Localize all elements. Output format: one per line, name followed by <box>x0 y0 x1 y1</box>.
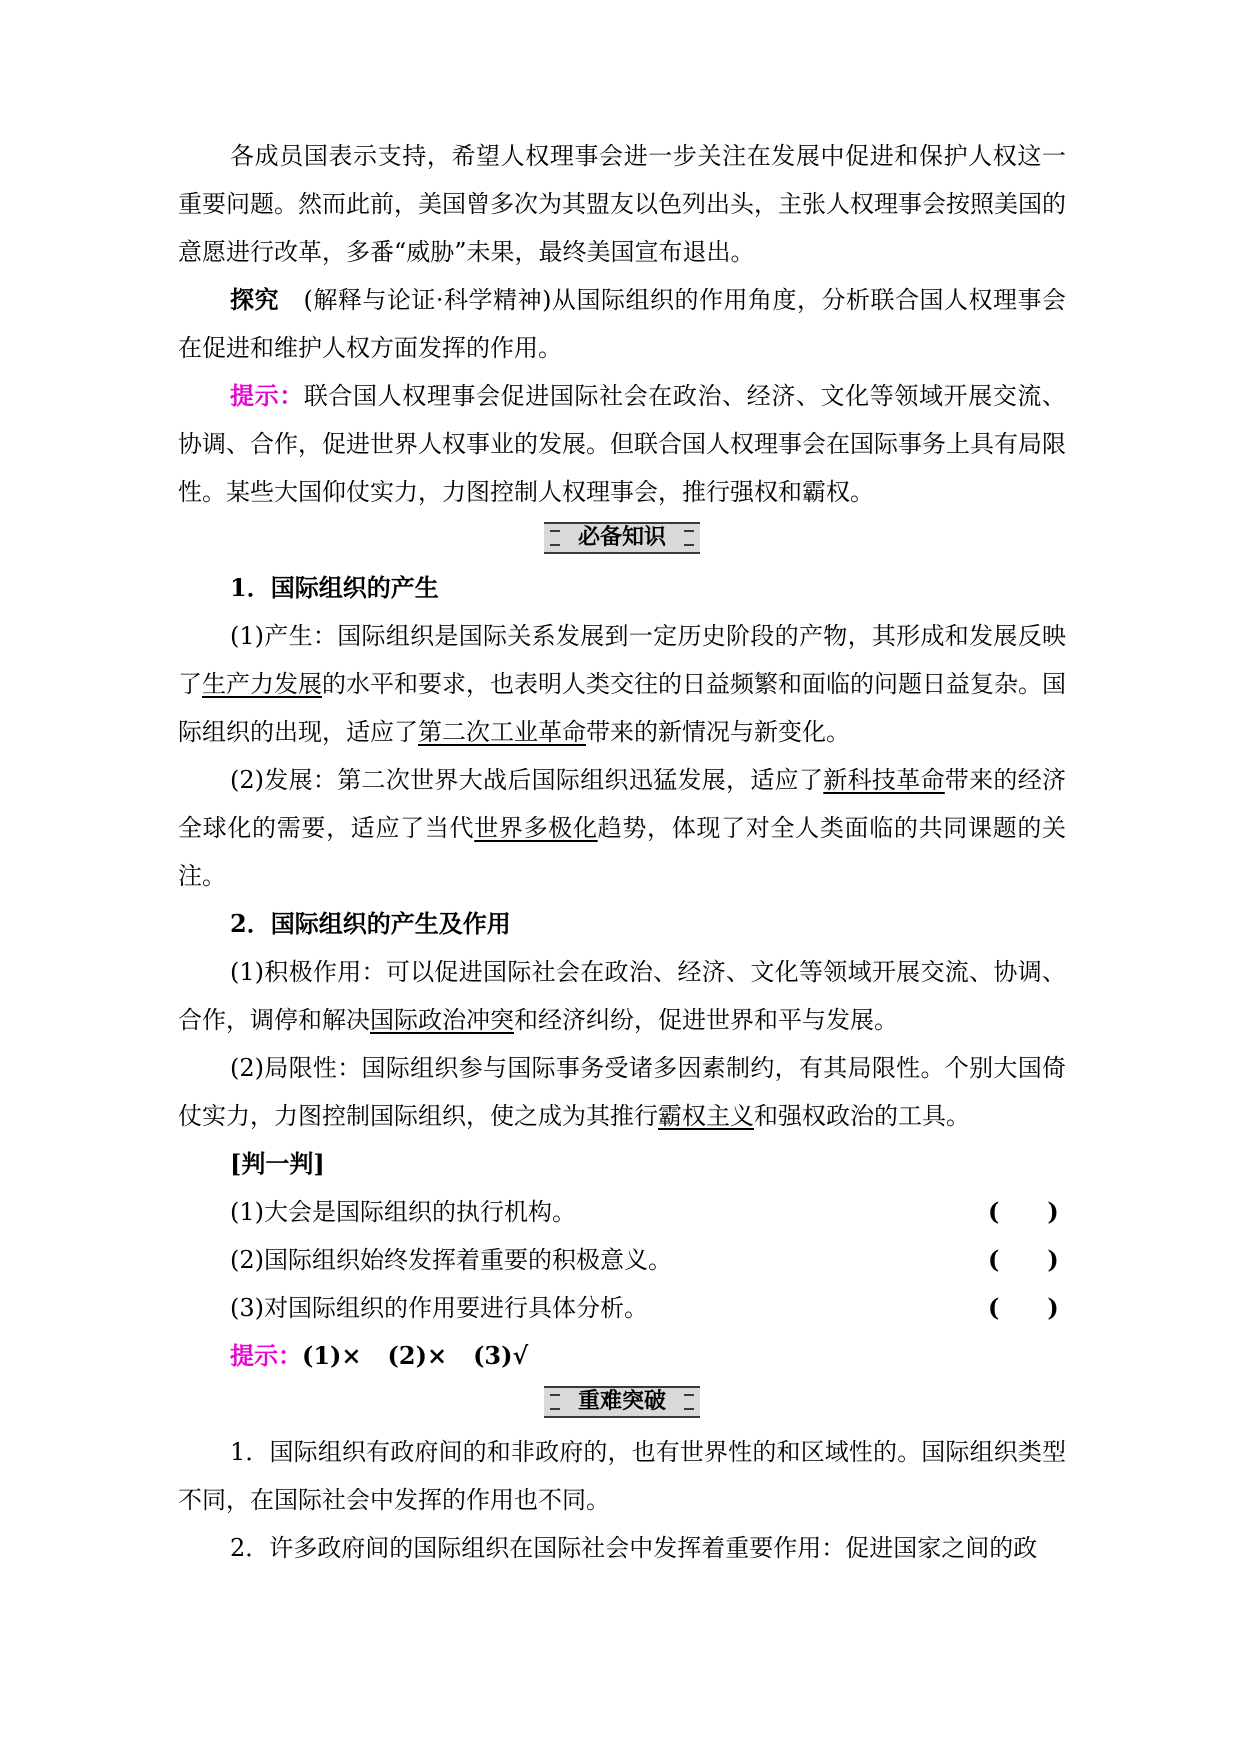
hint-label: 提示： <box>230 381 304 410</box>
text-span: 的水平和要求，也表明人类交往的日益频繁和面临的问题日益复杂。国际组织的出现，适应了 <box>178 670 1066 746</box>
judge-item-2 <box>178 1236 1066 1284</box>
text-span: 带来的经济全球化的需要，适应了当代 <box>178 766 1067 842</box>
text-span: (2)局限性：国际组织参与国际事务受诸多因素制约，有其局限性。个别大国倚仗实力，力图控制国际组织，使之成为其推行 <box>178 1054 1066 1130</box>
judge-item-text: (2)国际组织始终发挥着重要的积极意义。 <box>230 1246 672 1274</box>
text-span: 带来的新情况与新变化。 <box>586 718 850 746</box>
section-heading-1: 1．国际组织的产生 <box>230 573 439 602</box>
breakthrough-paragraph-1: 1．国际组织有政府间的和非政府的，也有世界性的和区域性的。国际组织类型不同，在国际社会中发挥的作用也不同。 <box>178 1438 1066 1514</box>
explore-text: (解释与论证·科学精神)从国际组织的作用角度，分析联合国人权理事会在促进和维护人权方面发挥的作用。 <box>178 286 1067 362</box>
knowledge-paragraph-4 <box>178 1044 1066 1140</box>
explore-label: 探究 <box>230 285 280 314</box>
knowledge-paragraph-2 <box>178 756 1066 900</box>
hint-paragraph <box>178 372 1066 516</box>
answer-blank: ( ) <box>988 1197 1059 1226</box>
judge-item-text: (3)对国际组织的作用要进行具体分析。 <box>230 1294 648 1322</box>
underlined-term: 霸权主义 <box>658 1102 754 1130</box>
answer-1: (1)× <box>302 1341 362 1370</box>
intro-paragraph: 各成员国表示支持，希望人权理事会进一步关注在发展中促进和保护人权这一重要问题。然而此前，美国曾多次为其盟友以色列出头，主张人权理事会按照美国的意愿进行改革，多番“威胁”未果，最终美国宣布退出。 <box>178 142 1066 266</box>
explore-paragraph <box>178 276 1066 372</box>
underlined-term: 生产力发展 <box>202 670 322 698</box>
document-page <box>178 132 1066 1572</box>
text-span: 和强权政治的工具。 <box>754 1102 970 1130</box>
knowledge-paragraph-1 <box>178 612 1066 756</box>
breakthrough-paragraph-2: 2．许多政府间的国际组织在国际社会中发挥着重要作用：促进国家之间的政 <box>230 1534 1038 1562</box>
text-span: 和经济纠纷，促进世界和平与发展。 <box>514 1006 898 1034</box>
underlined-term: 新科技革命 <box>823 766 945 794</box>
underlined-term: 世界多极化 <box>474 814 598 842</box>
judge-item-3 <box>178 1284 1066 1332</box>
section-banner-breakthrough <box>178 1382 1066 1426</box>
text-span: 趋势，体现了对全人类面临的共同课题的关注。 <box>178 814 1067 890</box>
hint-text: 联合国人权理事会促进国际社会在政治、经济、文化等领域开展交流、协调、合作，促进世界人权事业的发展。但联合国人权理事会在国际事务上具有局限性。某些大国仰仗实力，力图控制人权理事会，推行强权和霸权。 <box>178 382 1067 506</box>
underlined-term: 国际政治冲突 <box>370 1006 514 1034</box>
underlined-term: 第二次工业革命 <box>418 718 586 746</box>
banner-label: 重难突破 <box>577 1389 666 1414</box>
knowledge-paragraph-3 <box>178 948 1066 1044</box>
text-span: (2)发展：第二次世界大战后国际组织迅猛发展，适应了 <box>230 766 824 794</box>
judge-item-text: (1)大会是国际组织的执行机构。 <box>230 1198 576 1226</box>
judge-item-1 <box>178 1188 1066 1236</box>
answer-blank: ( ) <box>988 1245 1059 1274</box>
hint-label: 提示： <box>230 1341 302 1370</box>
section-banner-knowledge <box>178 518 1066 562</box>
banner-label: 必备知识 <box>577 525 666 550</box>
answer-2: (2)× <box>387 1341 448 1370</box>
text-span: (1)产生：国际组织是国际关系发展到一定历史阶段的产物，其形成和发展反映了 <box>178 622 1066 698</box>
answer-3: (3)√ <box>473 1341 529 1370</box>
text-span: (1)积极作用：可以促进国际社会在政治、经济、文化等领域开展交流、协调、合作，调停和解决 <box>178 958 1066 1034</box>
judge-answers <box>178 1332 1066 1380</box>
answer-blank: ( ) <box>988 1293 1059 1322</box>
judge-title: [判一判] <box>230 1149 325 1178</box>
section-heading-2: 2．国际组织的产生及作用 <box>230 909 511 938</box>
